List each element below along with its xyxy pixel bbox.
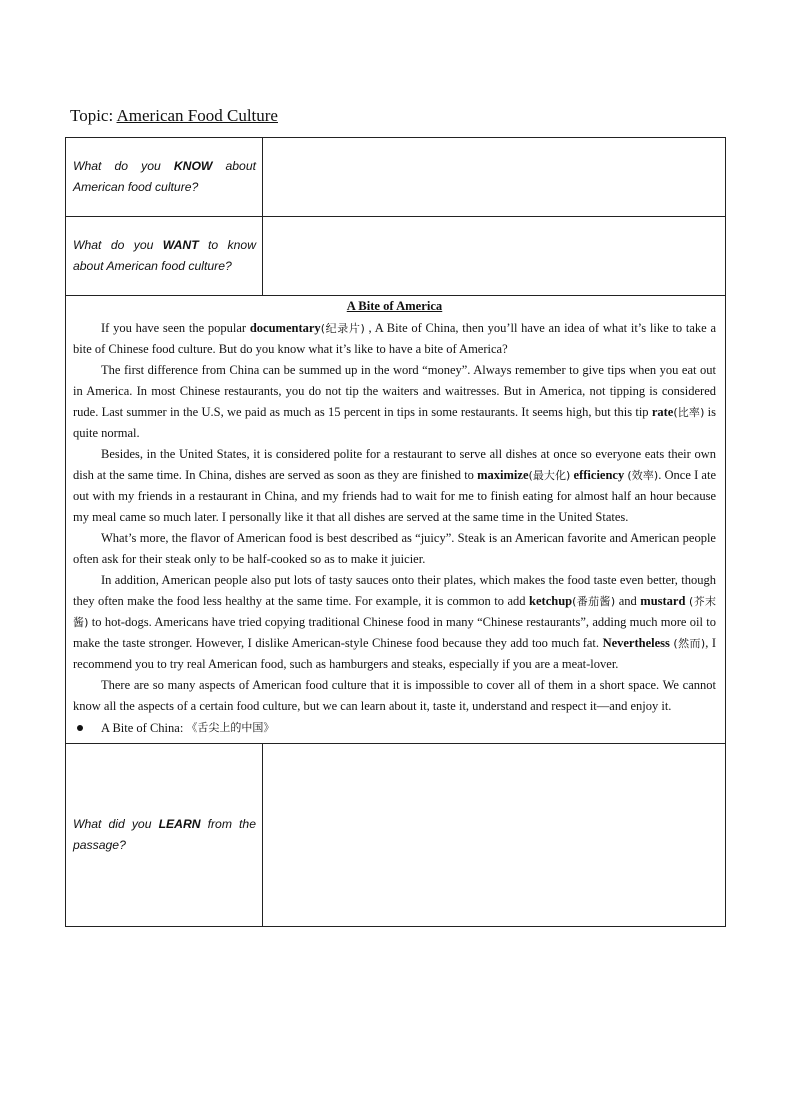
page-topic [70, 106, 278, 126]
passage-cell [66, 296, 726, 744]
passage-paragraph-4: What’s more, the flavor of American food is best described as “juicy”. Steak is an American favorite and American people often ask for their steak only to be half-cooked so as to make it juicier. [73, 531, 716, 566]
know-answer-cell[interactable] [263, 138, 726, 217]
topic-label: Topic: [70, 106, 114, 125]
learn-answer-cell[interactable] [263, 744, 726, 927]
topic-title: American Food Culture [116, 106, 278, 125]
passage-paragraph-5: In addition, American people also put lots of tasty sauces onto their plates, which makes the food taste even better, though they often make the food less healthy at the same time. For example, it is common to add ketchup(番茄酱) and mustard (芥末酱) to hot-dogs. Americans have tried copying traditional Chinese food in many “Chinese restaurants”, adding much more oil to make the taste stronger. However, I dislike American-style Chinese food because they add too much fat. Nevertheless (然而), I recommend you to try real American food, such as hamburgers and steaks, especially if you are a meat-lover. [73, 573, 717, 671]
bullet-icon [77, 725, 83, 731]
want-question: What do you WANT to know about American food culture? [66, 217, 263, 296]
passage-paragraph-2: The first difference from China can be summed up in the word “money”. Always remember to give tips when you eat out in America. In most Chinese restaurants, you do not tip the waiters and waitresses. But in America, not tipping is considered rude. Last summer in the U.S, we paid as much as 15 percent in tips in some restaurants. It seems high, but this tip rate(比率) is quite normal. [73, 363, 716, 440]
kwl-table [65, 137, 726, 927]
footnote [73, 717, 716, 739]
passage-row [66, 296, 726, 744]
footnote-chinese: 《舌尖上的中国》 [186, 721, 275, 734]
passage-paragraph-1: If you have seen the popular documentary(纪录片) , A Bite of China, then you’ll have an idea of what it’s like to take a bite of Chinese food culture. But do you know what it’s like to have a bite of America? [73, 321, 716, 356]
know-row [66, 138, 726, 217]
learn-question: What did you LEARN from the passage? [66, 744, 263, 927]
learn-row [66, 744, 726, 927]
want-row [66, 217, 726, 296]
footnote-label: A Bite of China: [101, 721, 184, 735]
know-question: What do you KNOW about American food culture? [66, 138, 263, 217]
passage-paragraph-3: Besides, in the United States, it is considered polite for a restaurant to serve all dishes at once so everyone eats their own dish at the same time. In China, dishes are served as soon as they are finished to maximize(最大化) efficiency (效率). Once I ate out with my friends in a restaurant in China, and my friends had to wait for me to finish eating for almost half an hour because my meal came so much later. I personally like it that all dishes are served at the same time in the United States. [73, 447, 717, 524]
want-answer-cell[interactable] [263, 217, 726, 296]
passage-title: A Bite of America [346, 299, 443, 313]
passage-paragraph-6: There are so many aspects of American food culture that it is impossible to cover all of them in a short space. We cannot know all the aspects of a certain food culture, but we can learn about it, taste it, understand and respect it—and enjoy it. [73, 678, 716, 713]
